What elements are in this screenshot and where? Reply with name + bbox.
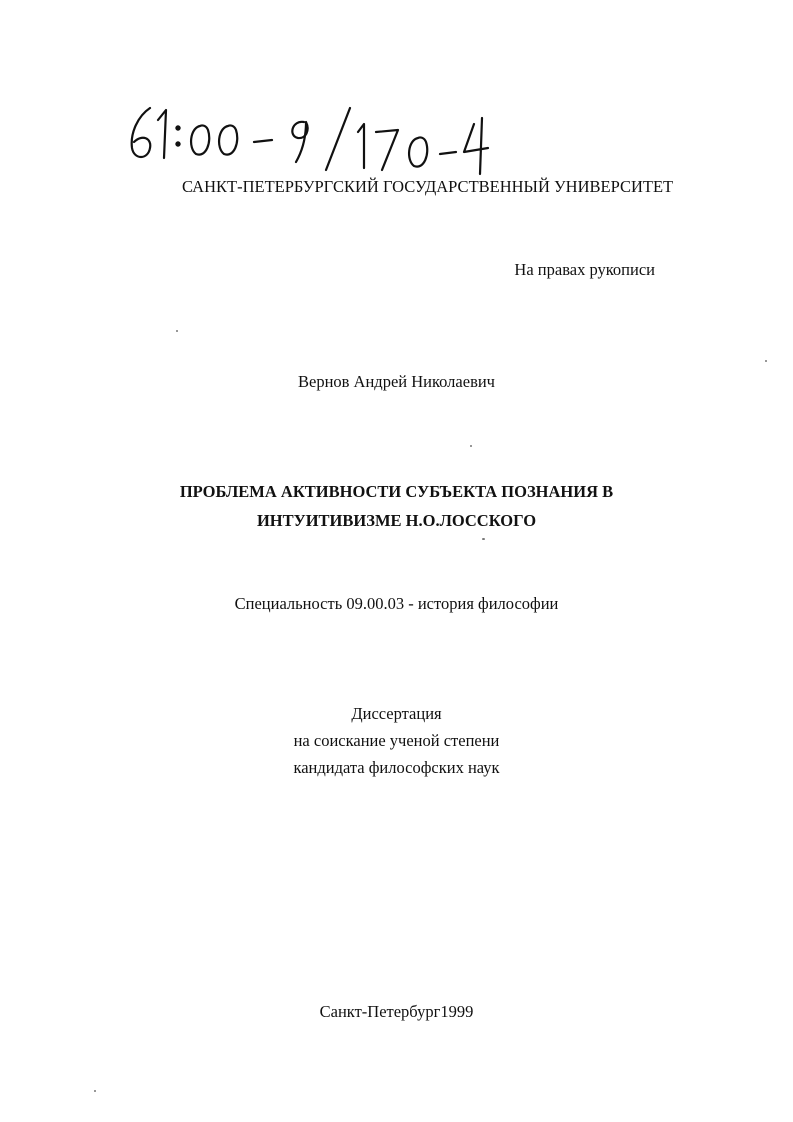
thesis-title-line-2: ИНТУИТИВИЗМЕ Н.О.ЛОССКОГО [256,511,537,530]
specialty: Специальность 09.00.03 - история философии [234,594,559,613]
scan-speck [94,1090,96,1092]
city-year: Санкт-Петербург1999 [319,1002,474,1021]
rights-note: На правах рукописи [514,260,655,279]
thesis-title-line-1: ПРОБЛЕМА АКТИВНОСТИ СУБЪЕКТА ПОЗНАНИЯ В [179,482,614,501]
author-name: Вернов Андрей Николаевич [297,372,495,391]
scan-speck [765,360,767,362]
thesis-type-line-2: на соискание ученой степени [293,731,500,750]
handwritten-archive-code [120,98,500,178]
university-name: САНКТ-ПЕТЕРБУРГСКИЙ ГОСУДАРСТВЕННЫЙ УНИВЕРСИТЕТ [182,177,674,196]
thesis-type-line-1: Диссертация [351,704,442,723]
scan-speck [470,445,472,447]
scan-speck [176,330,178,332]
thesis-type-line-3: кандидата философских наук [293,758,500,777]
scan-speck [482,538,485,540]
